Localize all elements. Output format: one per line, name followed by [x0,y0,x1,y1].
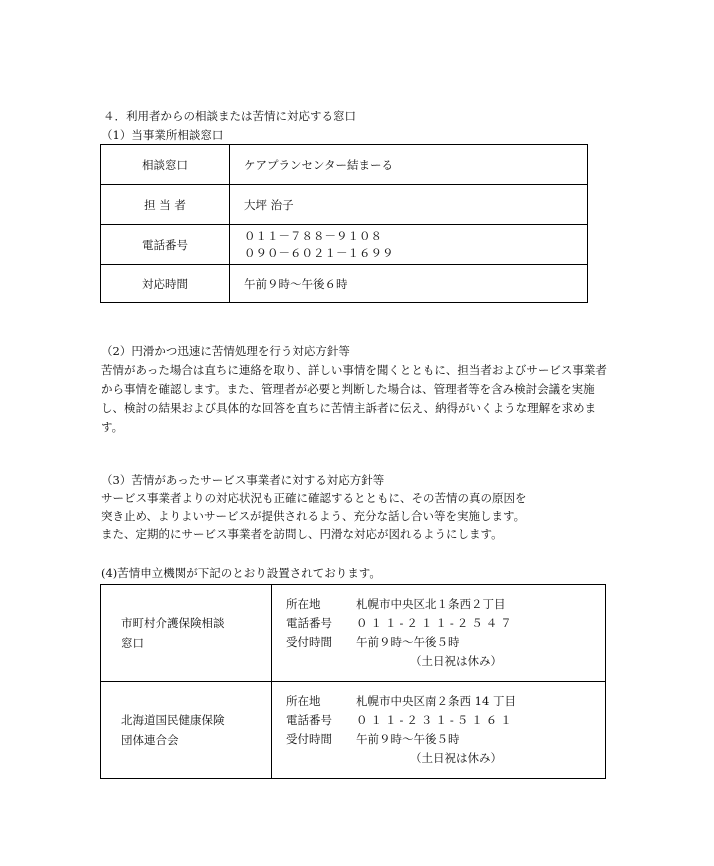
table-row [101,225,588,265]
table-row [101,585,606,682]
subsection-4-heading: (4)苦情申立機関が下記のとおり設置されております。 [101,566,381,580]
subsection-3-body-line-3: また、定期的にサービス事業者を訪問し、円滑な対応が図れるようにします。 [101,527,503,541]
subsection-3-body-line-2: 突き止め、よりよいサービスが提供されるよう、充分な話し合い等を実施します。 [101,509,526,523]
label-hours: 対応時間 [101,265,230,303]
address-value: 札幌市中央区南２条西 14 丁目 [356,694,516,708]
value-hours: 午前９時～午後６時 [230,265,588,303]
agency-name-line-1: 北海道国民健康保険 [121,713,225,727]
value-phone [230,225,588,265]
agency-name-line-2: 団体連合会 [121,733,179,747]
phone-value: ０１１-２３１-５１６１ [356,713,515,727]
subsection-2-body: 苦情があった場合は直ちに連絡を取り、詳しい事情を聞くとともに、担当者およびサービス事業者から事情を確認します。また、管理者が必要と判断した場合は、管理者等を含み検討会議を実施し、検討の結果および具体的な回答を直ちに苦情主訴者に伝え、納得がいくような理解を求めます。 [101,363,607,434]
holiday-note: （土日祝は休み） [410,751,502,765]
phone-line-1: ０１１－７８８－９１０８ [244,228,382,243]
address-label: 所在地 [286,597,321,611]
phone-label: 電話番号 [286,713,332,727]
phone-line-2: ０９０－６０２１－１６９９ [244,245,394,260]
hours-value: 午前９時～午後５時 [356,732,460,746]
section-heading: ４．利用者からの相談または苦情に対応する窓口 [103,109,356,123]
label-consultation-window: 相談窓口 [101,145,230,185]
table-row [101,682,606,779]
phone-value: ０１１-２１１-２５４７ [356,616,515,630]
subsection-1-heading: （1）当事業所相談窓口 [101,128,224,142]
subsection-3-body-line-1: サービス事業者よりの対応状況も正確に確認するとともに、その苦情の真の原因を [101,491,527,505]
agency-name [101,682,272,779]
hours-label: 受付時間 [286,635,332,649]
holiday-note: （土日祝は休み） [410,654,502,668]
phone-label: 電話番号 [286,616,332,630]
agency-name [101,585,272,682]
agency-name-line-1: 市町村介護保険相談 [121,616,225,630]
label-phone: 電話番号 [101,225,230,265]
agency-info [272,585,606,682]
agency-name-line-2: 窓口 [121,636,144,650]
table-row [101,265,588,303]
office-contact-table [100,144,588,303]
table-row [101,185,588,225]
agency-info [272,682,606,779]
address-label: 所在地 [286,694,321,708]
subsection-2-heading: （2）円滑かつ迅速に苦情処理を行う対応方針等 [101,344,350,358]
address-value: 札幌市中央区北１条西２丁目 [356,597,506,611]
hours-label: 受付時間 [286,732,332,746]
table-row [101,145,588,185]
subsection-3-heading: （3）苦情があったサービス事業者に対する対応方針等 [101,473,385,487]
label-person-in-charge: 担 当 者 [101,185,230,225]
value-person-in-charge: 大坪 治子 [230,185,588,225]
value-consultation-window: ケアプランセンター結まーる [230,145,588,185]
complaint-agencies-table [100,584,606,779]
hours-value: 午前９時～午後５時 [356,635,460,649]
